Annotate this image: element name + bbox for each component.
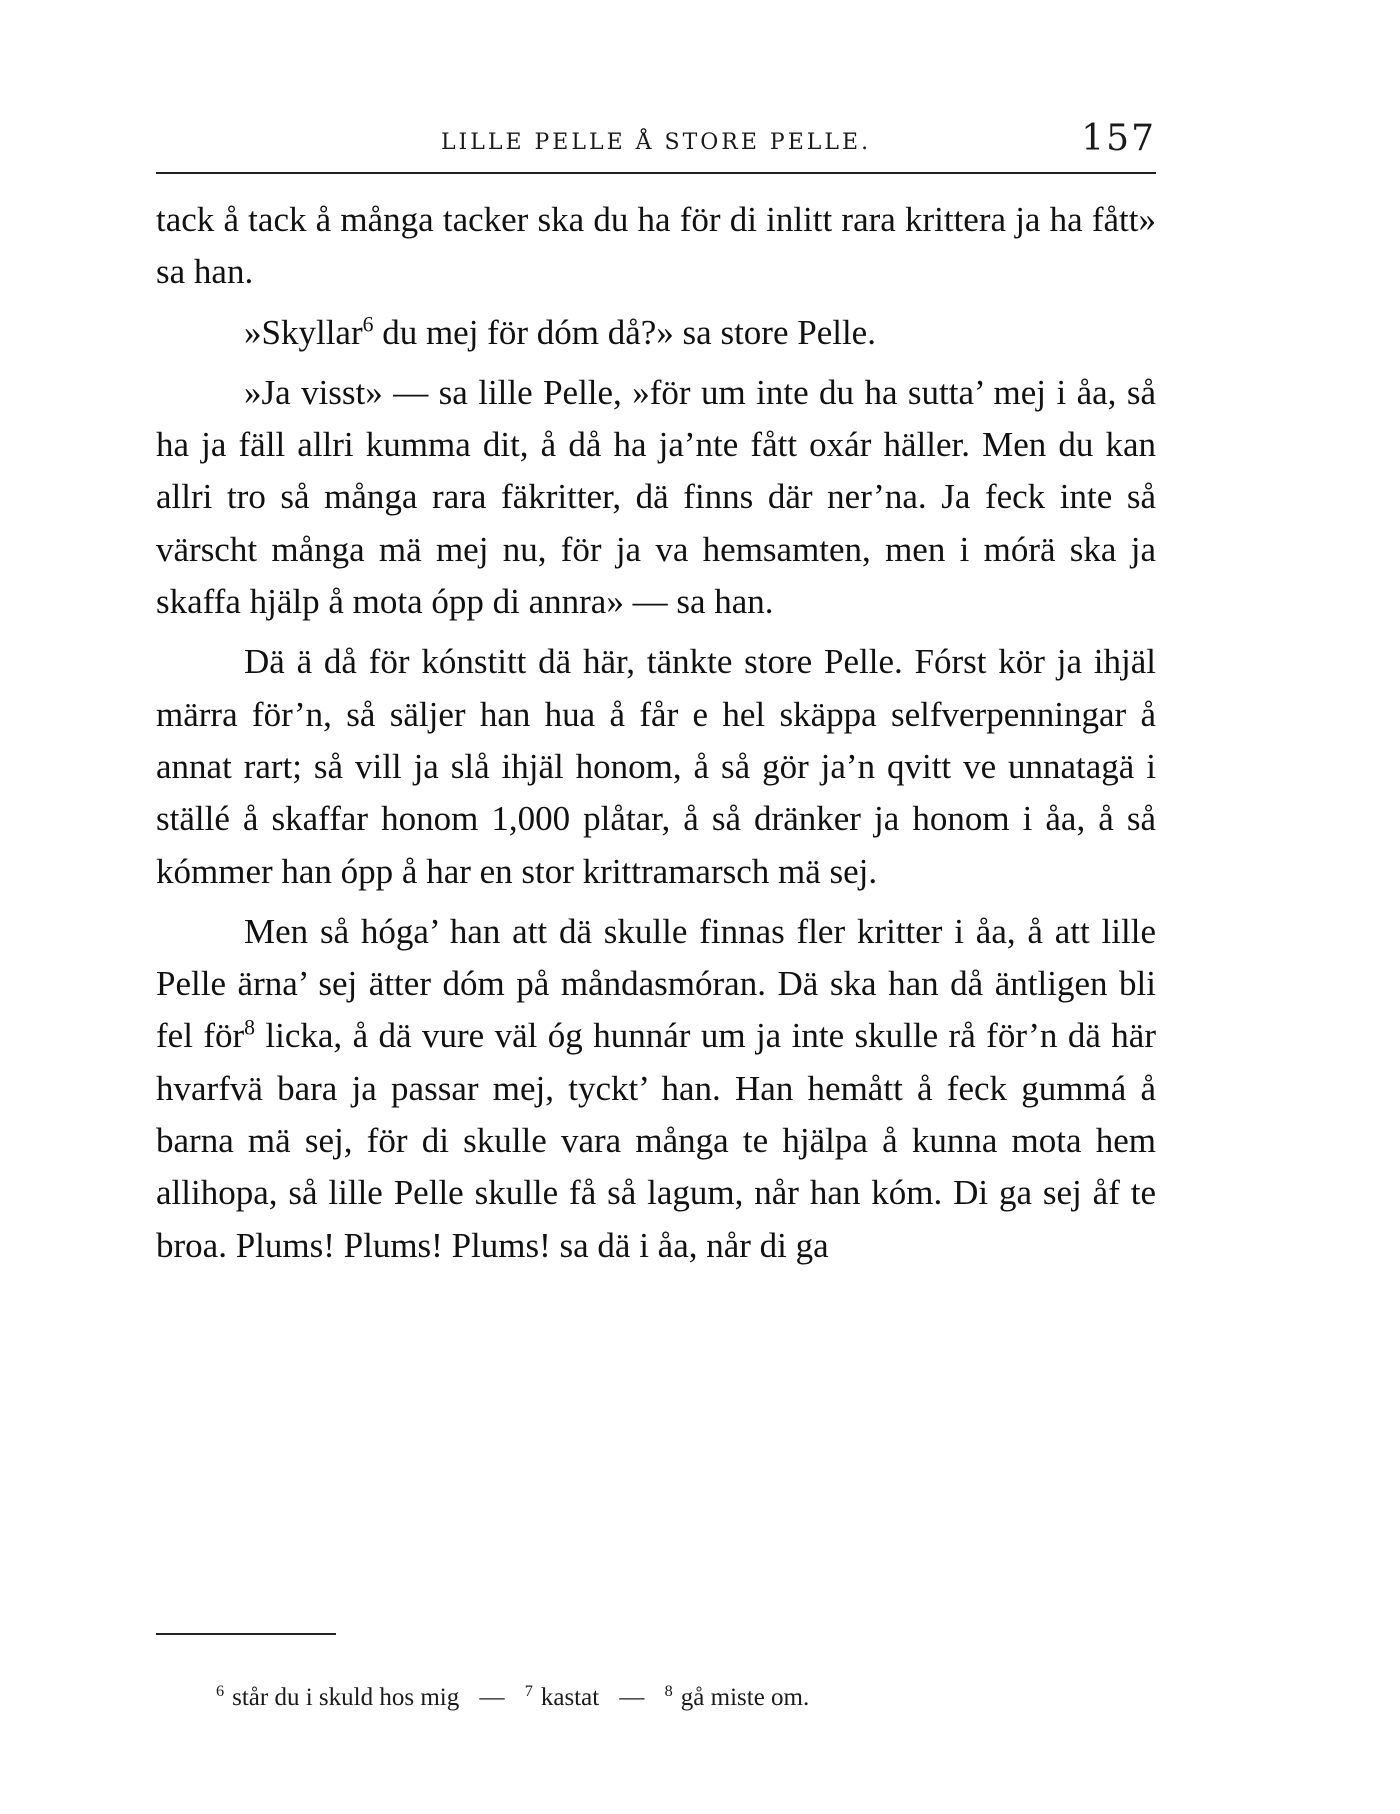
header-rule (156, 172, 1156, 174)
paragraph-5 (156, 906, 1156, 1272)
body-text (156, 194, 1156, 1280)
footnote (524, 1681, 606, 1711)
footnote-separator: — (479, 1684, 505, 1711)
footnote-text: står du i skuld hos mig (232, 1684, 460, 1711)
paragraph-text: tack å tack å många tacker ska du ha för di inlitt rara krittera ja ha fått» sa han. (156, 200, 1156, 292)
page-header (156, 118, 1156, 158)
paragraph-text: licka, å dä vure väl óg hunnár um ja inte skulle rå för’n dä här hvarfvä bara ja passar mej, tyckt’ han. Han hemått å feck gummá å barna mä sej, för di skulle vara många te hjälpa å kunna mota hem allihopa, så lille Pelle skulle få så lagum, når han kóm. Di ga sej åf te broa. Plums! Plums! Plums! sa dä i åa, når di ga (156, 1016, 1156, 1265)
footnote-text: kastat (540, 1684, 600, 1711)
footnote-number: 6 (216, 1681, 225, 1700)
paragraph-2 (156, 307, 1156, 359)
running-title: LILLE PELLE Å STORE PELLE. (440, 130, 872, 155)
paragraph-1 (156, 194, 1156, 299)
paragraph-text: Men så hóga’ han att dä skulle finnas fler kritter i åa, å att lille Pelle ärna’ sej ätter dóm på måndasmóran. Dä ska han då äntligen bli fel för (156, 911, 1156, 1056)
footnote-number: 8 (664, 1681, 673, 1700)
footnote-number: 7 (524, 1681, 533, 1700)
footnote-reference: 6 (362, 311, 374, 336)
paragraph-text: Dä ä då för kónstitt dä här, tänkte store Pelle. Fórst kör ja ihjäl märra för’n, så säljer han hua å får e hel skäppa selfverpenningar å annat rart; så vill ja slå ihjäl honom, å så gör ja’n qvitt ve unnatagä i ställé å skaffar honom 1,000 plåtar, å så dränker ja honom i åa, å så kómmer han ópp å har en stor krittramarsch mä sej. (156, 642, 1156, 891)
footnote-rule (156, 1633, 336, 1635)
paragraph-4 (156, 636, 1156, 897)
paragraph-text: du mej för dóm då?» sa store Pelle. (373, 312, 876, 352)
footnotes (216, 1681, 1116, 1712)
paragraph-text: »Ja visst» — sa lille Pelle, »för um inte du ha sutta’ mej i åa, så ha ja fäll allri kumma dit, å då ha ja’nte fått oxár häller. Men du kan allri tro så många rara fäkritter, dä finns där ner’na. Ja feck inte så värscht många mä mej nu, för ja va hemsamten, men i mórä ska ja skaffa hjälp å mota ópp di annra» — sa han. (156, 372, 1156, 622)
footnote (216, 1681, 465, 1711)
footnote-separator: — (619, 1684, 645, 1711)
footnote-text: gå miste om. (680, 1684, 810, 1711)
paragraph-text: »Skyllar (244, 312, 363, 352)
footnote (664, 1681, 810, 1711)
footnote-reference: 8 (244, 1015, 255, 1040)
page-number: 157 (1081, 118, 1156, 159)
paragraph-3 (156, 367, 1156, 628)
